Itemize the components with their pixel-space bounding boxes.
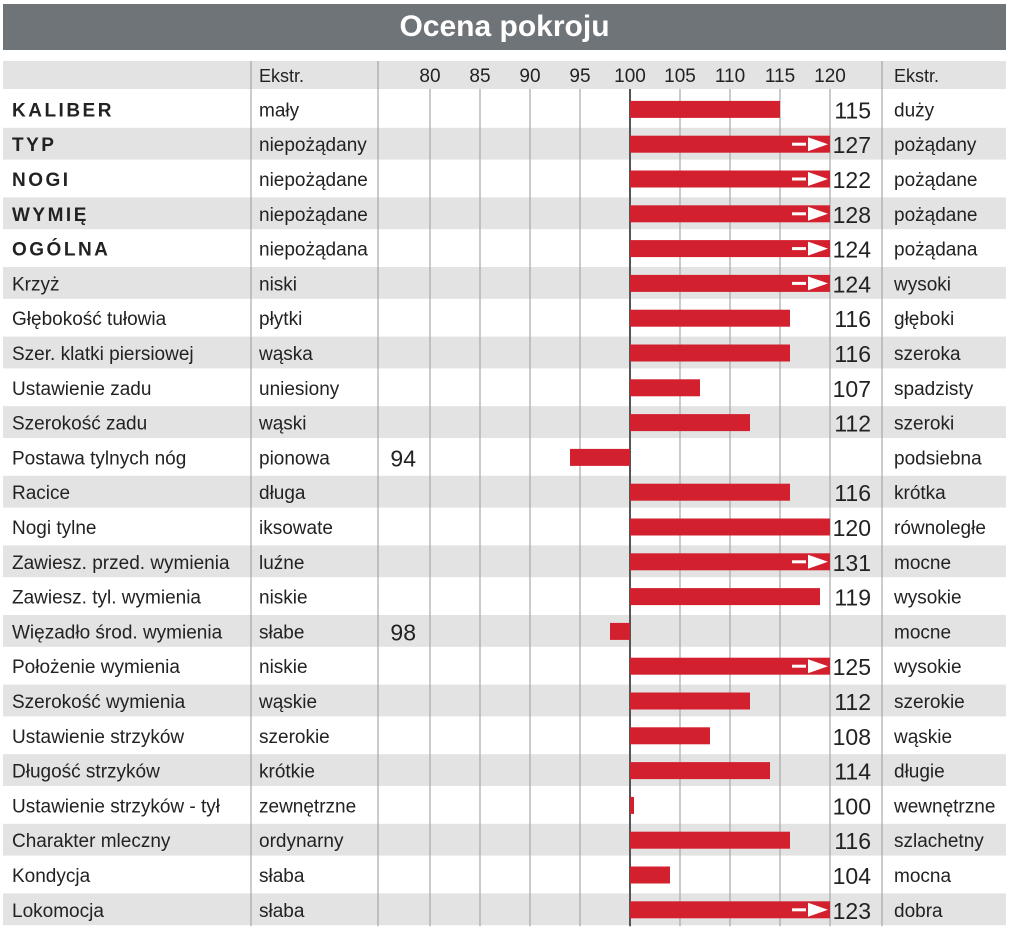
overflow-arrow-dash (792, 560, 806, 563)
value-label: 94 (390, 445, 416, 472)
value-label: 127 (832, 132, 871, 159)
trait-name: NOGI (12, 170, 71, 191)
trait-name: KALIBER (12, 100, 114, 122)
trait-high-extreme: równoległe (894, 518, 986, 539)
value-label: 100 (832, 793, 871, 820)
trait-high-extreme: długie (894, 761, 945, 783)
value-label: 120 (832, 515, 871, 541)
trait-high-extreme: wewnętrzne (894, 796, 996, 818)
value-label: 122 (832, 167, 871, 193)
value-label: 112 (834, 689, 871, 715)
trait-low-extreme: niskie (259, 587, 308, 609)
trait-low-extreme: szerokie (259, 726, 330, 748)
bar (630, 101, 780, 118)
trait-name: Lokomocja (12, 900, 104, 922)
x-tick-label: 100 (614, 66, 646, 87)
trait-high-extreme: szerokie (894, 692, 965, 713)
trait-name: Położenie wymienia (12, 657, 180, 679)
trait-high-extreme: szeroki (894, 413, 955, 435)
trait-high-extreme: wysoki (894, 274, 952, 296)
bar (630, 588, 820, 605)
trait-high-extreme: spadzisty (894, 378, 974, 400)
trait-high-extreme: pożądane (894, 170, 978, 191)
trait-high-extreme: pożądany (894, 135, 977, 157)
bar (630, 797, 634, 814)
value-label: 116 (834, 341, 871, 367)
trait-low-extreme: słaba (259, 900, 305, 922)
trait-low-extreme: niepożądany (259, 135, 367, 157)
trait-high-extreme: głęboki (894, 309, 955, 331)
trait-high-extreme: wysokie (894, 657, 962, 679)
trait-name: Ustawienie strzyków (12, 726, 185, 748)
trait-low-extreme: uniesiony (259, 378, 340, 400)
x-tick-label: 90 (519, 66, 541, 87)
trait-low-extreme: niepożądane (259, 170, 368, 191)
trait-low-extreme: wąskie (259, 692, 318, 713)
value-label: 115 (834, 97, 871, 124)
chart-title: Ocena pokroju (3, 4, 1006, 50)
trait-high-extreme: krótka (894, 483, 946, 505)
trait-low-extreme: niskie (259, 657, 308, 679)
trait-low-extreme: płytki (259, 309, 303, 331)
value-label: 128 (832, 201, 871, 228)
overflow-arrow-dash (792, 908, 806, 911)
value-label: 104 (832, 863, 871, 889)
trait-low-extreme: luźne (259, 552, 305, 574)
x-tick-label: 120 (814, 66, 846, 87)
trait-high-extreme: wąskie (894, 726, 953, 748)
bar (570, 449, 630, 466)
x-tick-label: 105 (664, 66, 696, 87)
trait-low-extreme: wąska (259, 344, 313, 365)
bar (630, 727, 710, 744)
overflow-arrow-dash (792, 247, 806, 250)
trait-low-extreme: ordynarny (259, 831, 344, 853)
trait-name: Długość strzyków (12, 761, 160, 783)
value-label: 116 (834, 306, 871, 333)
value-label: 114 (834, 758, 871, 785)
value-label: 108 (832, 723, 871, 750)
trait-name: Głębokość tułowia (12, 309, 167, 331)
trait-high-extreme: mocna (894, 866, 952, 887)
x-tick-label: 110 (714, 66, 746, 87)
trait-name: Nogi tylne (12, 518, 97, 539)
trait-high-extreme: szeroka (894, 344, 961, 365)
value-label: 124 (832, 236, 871, 263)
value-label: 116 (834, 828, 871, 855)
trait-name: Racice (12, 483, 71, 505)
overflow-arrow-dash (792, 143, 806, 146)
trait-name: Szerokość zadu (12, 413, 148, 435)
trait-low-extreme: iksowate (259, 518, 333, 539)
trait-high-extreme: dobra (894, 900, 943, 922)
bar (630, 484, 790, 501)
value-label: 125 (832, 654, 871, 681)
bar (630, 519, 830, 536)
trait-low-extreme: niepożądana (259, 239, 368, 261)
bar (630, 693, 750, 710)
trait-low-extreme: pionowa (259, 448, 330, 470)
value-label: 107 (832, 375, 871, 402)
trait-low-extreme: krótkie (259, 761, 315, 783)
bar (630, 762, 770, 779)
overflow-arrow-dash (792, 212, 806, 215)
bar (630, 379, 700, 396)
overflow-arrow-dash (792, 178, 806, 181)
bar (630, 310, 790, 327)
value-label: 112 (834, 410, 871, 437)
bar (610, 623, 630, 640)
trait-low-extreme: niski (259, 274, 298, 296)
trait-high-extreme: mocne (894, 622, 952, 644)
trait-high-extreme: wysokie (894, 587, 962, 609)
value-label: 123 (832, 897, 871, 924)
trait-low-extreme: słaba (259, 866, 305, 887)
trait-high-extreme: mocne (894, 552, 952, 574)
trait-name: Postawa tylnych nóg (12, 448, 187, 470)
value-label: 119 (834, 584, 871, 611)
trait-name: Krzyż (12, 274, 60, 296)
header-extr-low: Ekstr. (259, 66, 305, 86)
trait-name: Zawiesz. przed. wymienia (12, 552, 230, 574)
trait-low-extreme: długa (259, 483, 306, 505)
trait-low-extreme: zewnętrzne (259, 796, 357, 818)
header-row-bg (3, 61, 1006, 89)
trait-name: Charakter mleczny (12, 831, 171, 853)
trait-low-extreme: wąski (259, 413, 307, 435)
x-tick-label: 85 (469, 66, 491, 87)
x-tick-label: 80 (419, 66, 441, 87)
bar (630, 832, 790, 849)
bar (630, 867, 670, 884)
trait-low-extreme: słabe (259, 622, 305, 644)
value-label: 131 (832, 549, 871, 576)
value-label: 98 (390, 619, 416, 646)
x-tick-label: 115 (764, 66, 796, 87)
header-extr-high: Ekstr. (894, 66, 940, 86)
trait-name: Kondycja (12, 866, 91, 887)
trait-high-extreme: szlachetny (894, 831, 984, 853)
trait-high-extreme: pożądane (894, 204, 978, 226)
trait-name: Ustawienie strzyków - tył (12, 796, 220, 818)
trait-high-extreme: podsiebna (894, 448, 982, 470)
trait-name: Szer. klatki piersiowej (12, 344, 194, 365)
trait-low-extreme: niepożądane (259, 204, 368, 226)
trait-name: Szerokość wymienia (12, 692, 186, 713)
overflow-arrow-dash (792, 665, 806, 668)
trait-name: WYMIĘ (12, 204, 89, 226)
x-tick-label: 95 (569, 66, 591, 87)
trait-name: Ustawienie zadu (12, 378, 152, 400)
bar (630, 414, 750, 431)
trait-low-extreme: mały (259, 100, 300, 122)
trait-name: TYP (12, 135, 57, 157)
value-label: 116 (834, 480, 871, 507)
trait-name: Zawiesz. tyl. wymienia (12, 587, 201, 609)
trait-high-extreme: pożądana (894, 239, 978, 261)
trait-name: OGÓLNA (12, 239, 111, 261)
trait-high-extreme: duży (894, 100, 935, 122)
trait-name: Więzadło środ. wymienia (12, 622, 223, 644)
bar (630, 345, 790, 362)
value-label: 124 (832, 271, 871, 298)
overflow-arrow-dash (792, 282, 806, 285)
